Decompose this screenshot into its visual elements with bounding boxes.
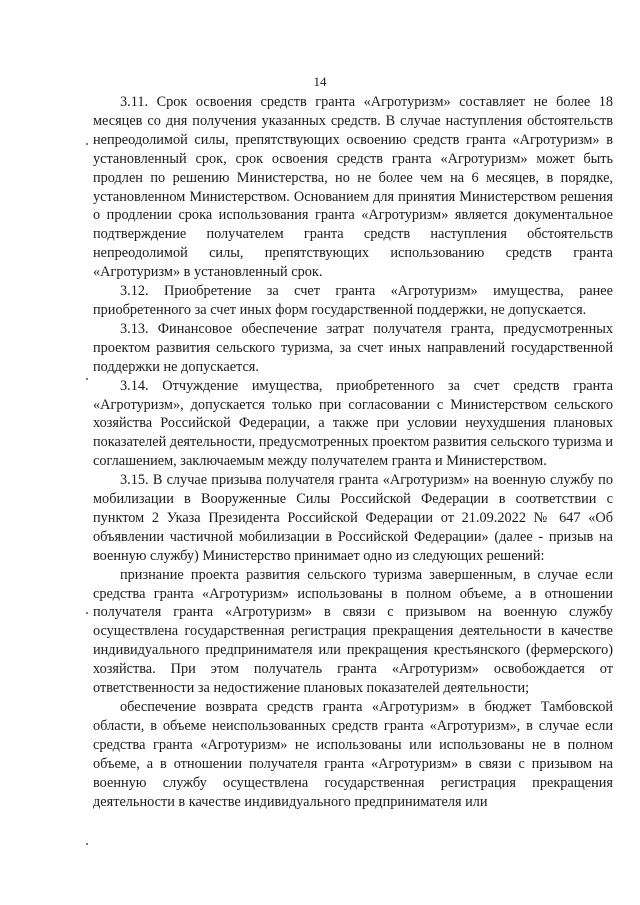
scan-speck [86,612,88,614]
document-body [93,93,613,811]
paragraph-3-13: 3.13. Финансовое обеспечение затрат получателя гранта, предусмотренных проектом развития сельского туризма, за счет иных направлений государственной поддержки не допускается. [93,320,613,375]
paragraph-3-12: 3.12. Приобретение за счет гранта «Агротуризм» имущества, ранее приобретенного за счет иных форм государственной поддержки, не допускается. [93,283,613,318]
scan-speck [86,378,88,380]
paragraph-decision-completion: признание проекта развития сельского туризма завершенным, в случае если средства гранта «Агротуризм» использованы в полном объеме, а в отношении получателя гранта «Агротуризм» в связи с призывом на военную службу осуществлена государственная регистрация прекращения деятельности в качестве индивидуального предпринимателя или прекращения крестьянского (фермерского) хозяйства. При этом получатель гранта «Агротуризм» освобождается от ответственности за недостижение плановых показателей деятельности; [93,566,613,697]
paragraph-decision-refund: обеспечение возврата средств гранта «Агротуризм» в бюджет Тамбовской области, в объеме неиспользованных средств гранта «Агротуризм», в случае если средства гранта «Агротуризм» не использованы или использованы не в полном объеме, а в отношении получателя гранта «Агротуризм» в связи с призывом на военную службу осуществлена государственная регистрация прекращения деятельности в качестве индивидуального предпринимателя или [93,699,613,810]
paragraph-3-11: 3.11. Срок освоения средств гранта «Агротуризм» составляет не более 18 месяцев со дня получения указанных средств. В случае наступления обстоятельств непреодолимой силы, препятствующих освоению средств гранта «Агротуризм» в установленный срок, срок освоения средств гранта «Агротуризм» может быть продлен по решению Министерства, но не более чем на 6 месяцев, в порядке, установленном Министерством. Основанием для принятия Министерством решения о продлении срока использования гранта «Агротуризм» является документальное подтверждение получателем гранта средств наступления обстоятельств непреодолимой силы, препятствующих использованию средств гранта «Агротуризм» в установленный срок. [93,94,613,281]
paragraph-3-15: 3.15. В случае призыва получателя гранта «Агротуризм» на военную службу по мобилизации в Вооруженные Силы Российской Федерации в соответствии с пунктом 2 Указа Президента Российской Федерации от 21.09.2022 № 647 «Об объявлении частичной мобилизации в Российской Федерации» (далее - призыв на военную службу) Министерство принимает одно из следующих решений: [93,472,613,564]
scan-speck [86,843,88,845]
page-number: 14 [313,74,327,89]
scan-speck [86,143,88,145]
paragraph-3-14: 3.14. Отчуждение имущества, приобретенного за счет средств гранта «Агротуризм», допускается только при согласовании с Министерством сельского хозяйства Российской Федерации, а также при условии неухудшения плановых показателей деятельности, предусмотренных проектом развития сельского туризма и соглашением, заключаемым между получателем гранта и Министерством. [93,377,613,470]
